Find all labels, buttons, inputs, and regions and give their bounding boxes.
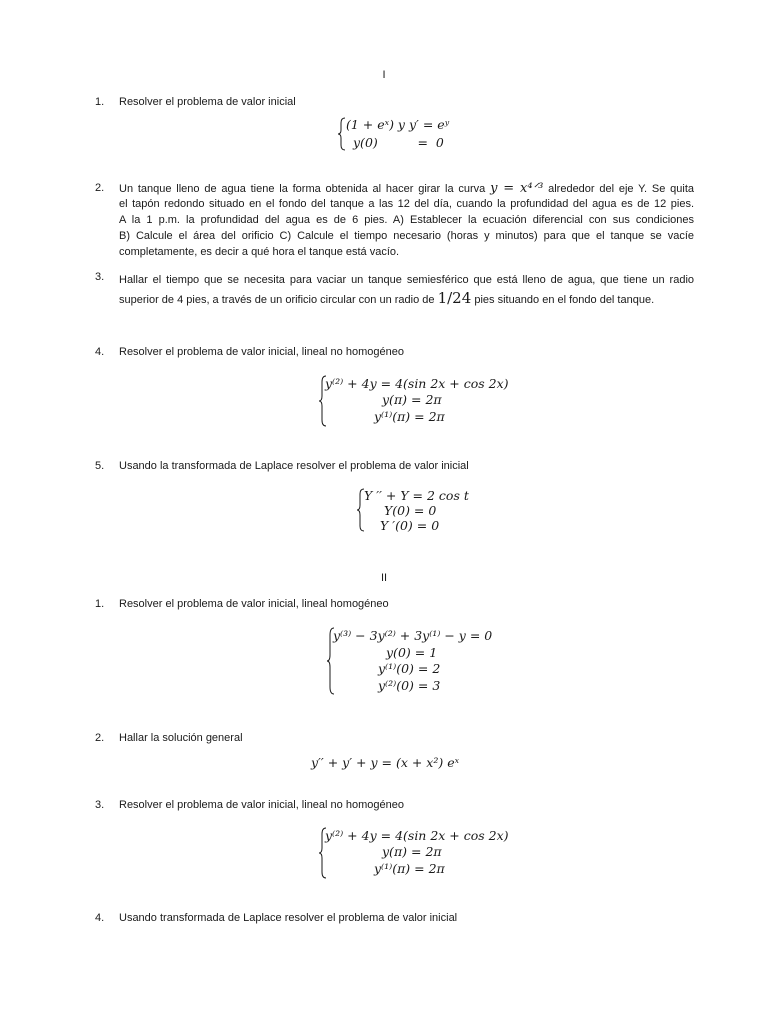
problem-text: Resolver el problema de valor inicial: [119, 96, 296, 108]
problem-text: Resolver el problema de valor inicial, lineal no homogéneo: [119, 799, 404, 811]
equation-system: [337, 116, 487, 152]
problem-text: Hallar la solución general: [119, 732, 243, 744]
equation-line: y⁽²⁾ + 4y = 4(sin 2x + cos 2x): [325, 828, 509, 843]
paragraph-line: Hallar el tiempo que se necesita para vaciar un tanque semiesférico que está lleno de agua, que tiene un radio: [119, 274, 694, 286]
paragraph-text: alrededor del eje Y. Se quita: [548, 183, 694, 195]
problem-number: 3.: [95, 271, 105, 283]
problem-number: 2.: [95, 732, 105, 744]
equation-line: y(π) = 2π: [382, 392, 442, 407]
problem-text: Resolver el problema de valor inicial, lineal homogéneo: [119, 598, 389, 610]
equation-line: y(π) = 2π: [382, 844, 442, 859]
problem-number: 1.: [95, 598, 105, 610]
paragraph-line: [119, 181, 694, 197]
problem-number: 4.: [95, 912, 105, 924]
curve-formula: y = x⁴ᐟ³: [490, 181, 544, 196]
paragraph-line: completamente, es decir a qué hora el tanque está vacío.: [119, 245, 400, 258]
section-heading-i: I: [382, 69, 386, 81]
equation: y′′ + y′ + y = (x + x²) eˣ: [311, 755, 460, 770]
paragraph-line: [119, 288, 694, 310]
problem-text: Usando transformada de Laplace resolver el problema de valor inicial: [119, 912, 458, 924]
equation-line: y(0) = 1: [386, 645, 438, 660]
problem-number: 3.: [95, 799, 105, 811]
equation-line: y⁽¹⁾(π) = 2π: [374, 861, 445, 876]
equation-line: y⁽¹⁾(π) = 2π: [374, 409, 445, 424]
equation-system: [318, 374, 508, 428]
equation-line: y⁽²⁾(0) = 3: [378, 678, 441, 693]
paragraph-text: Un tanque lleno de agua tiene la forma obtenida al hacer girar la curva: [119, 183, 486, 195]
problem-number: 1.: [95, 96, 105, 108]
problem-number: 2.: [95, 182, 105, 194]
paragraph-line: A la 1 p.m. la profundidad del agua es de 6 pies. A) Establecer la ecuación diferencial con sus condiciones: [119, 213, 694, 226]
paragraph-line: B) Calcule el área del orificio C) Calcule el tiempo necesario (horas y minutos) para que el tanque se vacíe: [119, 229, 694, 242]
equation-line: y(0) = 0: [353, 135, 444, 150]
equation-system: [318, 826, 508, 880]
equation-line: y⁽³⁾ − 3y⁽²⁾ + 3y⁽¹⁾ − y = 0: [333, 628, 493, 643]
problem-text: Usando la transformada de Laplace resolver el problema de valor inicial: [119, 460, 469, 472]
equation-line: Y(0) = 0: [384, 503, 437, 518]
paragraph-text: pies situando en el fondo del tanque.: [474, 294, 655, 306]
section-heading-ii: II: [380, 572, 388, 584]
equation-system: [356, 487, 476, 533]
problem-text: Resolver el problema de valor inicial, lineal no homogéneo: [119, 346, 404, 358]
equation-line: y⁽¹⁾(0) = 2: [378, 661, 441, 676]
problem-paragraph: [119, 270, 694, 310]
equation-line: Y ′(0) = 0: [380, 518, 440, 533]
orifice-radius-fraction: 1/24: [437, 289, 472, 307]
equation-system: [326, 626, 496, 696]
equation-line: (1 + eˣ) y y′ = eʸ: [346, 117, 450, 132]
paragraph-text: superior de 4 pies, a través de un orificio circular con un radio de: [119, 294, 435, 306]
problem-number: 5.: [95, 460, 105, 472]
problem-number: 4.: [95, 346, 105, 358]
equation-line: y⁽²⁾ + 4y = 4(sin 2x + cos 2x): [325, 376, 509, 391]
equation-line: Y ′′ + Y = 2 cos t: [364, 488, 469, 503]
problem-paragraph: [119, 181, 694, 260]
paragraph-line: el tapón redondo situado en el fondo del tanque a las 12 del día, cuando la profundidad del agua es de 12 pies.: [119, 197, 694, 210]
